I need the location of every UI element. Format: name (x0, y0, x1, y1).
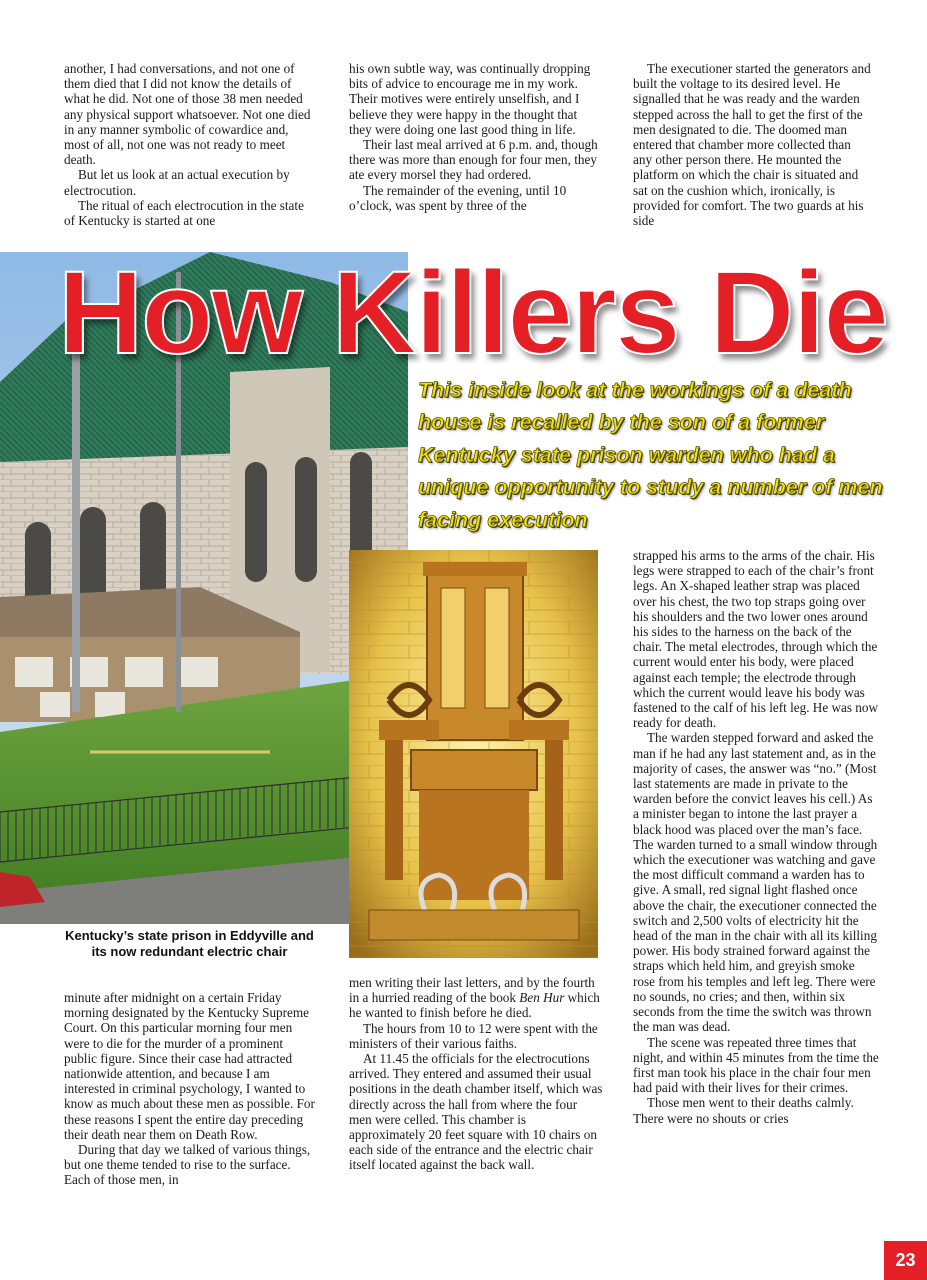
paragraph: strapped his arms to the arms of the chair. His legs were strapped to each of the chair’s front legs. An X-shaped leather strap was placed over his chest, the two top straps going over his shoulders and the two lower ones around his sides to the harness on the back of the chair. The metal electrodes, through which the current would enter his body, were placed against each temple; the electrode through which the current would leave his body was fastened to the calf of his left leg. He was now ready for death. (633, 548, 878, 731)
column-2-bottom (349, 975, 603, 1173)
paragraph: his own subtle way, was continually dropping bits of advice to encourage me in my work. Their motives were entirely unselfish, and I believe they were happy in the thought that they were doing one last good thing in life. (349, 61, 591, 137)
column-2-top (349, 61, 601, 213)
paragraph: The ritual of each electrocution in the state of Kentucky is started at one (64, 197, 304, 229)
photo-caption: Kentucky’s state prison in Eddyville and its now redundant electric chair (65, 928, 314, 959)
headline: How Killers Die (58, 247, 888, 379)
column-1-bottom (64, 990, 316, 1188)
paragraph: another, I had conversations, and not one of them died that I did not know the details of what he did. Not one of those 38 men needed any physical support whatsoever. Not one died in any manner symbolic of cowardice and, most of all, not one was not ready to meet death. (64, 61, 311, 168)
text-run: men writing their last letters, and by the fourth in a hurried reading of the book (349, 975, 595, 1006)
book-title: Ben Hur (519, 990, 565, 1006)
paragraph: But let us look at an actual execution by electrocution. (64, 167, 290, 198)
electric-chair-photo (349, 550, 598, 958)
paragraph: During that day we talked of various things, but one theme tended to rise to the surface. Each of those men, in (64, 1142, 311, 1188)
column-3-bottom (633, 548, 879, 1126)
paragraph: Those men went to their deaths calmly. There were no shouts or cries (633, 1095, 854, 1126)
subheadline: This inside look at the workings of a death house is recalled by the son of a former Kentucky state prison warden who had a unique opportunity to study a number of men facing execution (418, 378, 883, 532)
paragraph: The warden stepped forward and asked the man if he had any last statement and, as in the majority of cases, the answer was “no.” (Most last statements are made in private to the warden before the convict leaves his cell.) As a minister began to intone the last prayer a black hood was placed over the man’s face. The warden turned to a small window through which the executioner was watching and gave the most difficult command a warden has to give. A small, red signal light flashed once above the chair, the executioner connected the switch and 2,500 volts of electricity hit the head of the man in the chair with all its killing power. His body strained forward against the straps which held him, and greyish smoke rose from his temples and left leg. There were no sounds, no cries; and then, within six seconds from the time the switch was thrown the man was dead. (633, 730, 878, 1035)
paragraph: The executioner started the generators and built the voltage to its desired level. He signalled that he was ready and the warden stepped across the hall to get the first of the men designated to die. The doomed man entered that chamber more collected than any other person there. He mounted the platform on which the chair is situated and sat on the cushion which, ironically, is provided for comfort. The two guards at his side (633, 61, 871, 229)
paragraph: Their last meal arrived at 6 p.m. and, though there was more than enough for four men, they ate every morsel they had ordered. (349, 137, 598, 183)
column-3-top (633, 61, 873, 228)
paragraph: The scene was repeated three times that night, and within 45 minutes from the time the first man took his place in the chair four men had paid with their lives for their crimes. (633, 1034, 879, 1096)
paragraph: The hours from 10 to 12 were spent with the ministers of their various faiths. (349, 1020, 598, 1051)
paragraph: The remainder of the evening, until 10 o’clock, was spent by three of the (349, 182, 567, 213)
text-run: which he wanted to finish before he died. (349, 990, 600, 1021)
page-number: 23 (884, 1241, 927, 1280)
column-1-top (64, 61, 316, 228)
paragraph (349, 975, 603, 1021)
paragraph: minute after midnight on a certain Friday morning designated by the Kentucky Supreme Court. On this particular morning four men were to die for the murder of a prominent public figure. Since their case had attracted nationwide attention, and because I am interested in criminal psychology, I wanted to know as much about these men as possible. For these reasons I spent the entire day preceding their death near them on Death Row. (64, 990, 315, 1142)
paragraph: At 11.45 the officials for the electrocutions arrived. They entered and assumed their usual positions in the death chamber itself, which was directly across the hall from where the four men were celled. This chamber is approximately 20 feet square with 10 chairs on each side of the entrance and the electric chair itself located against the back wall. (349, 1051, 603, 1173)
